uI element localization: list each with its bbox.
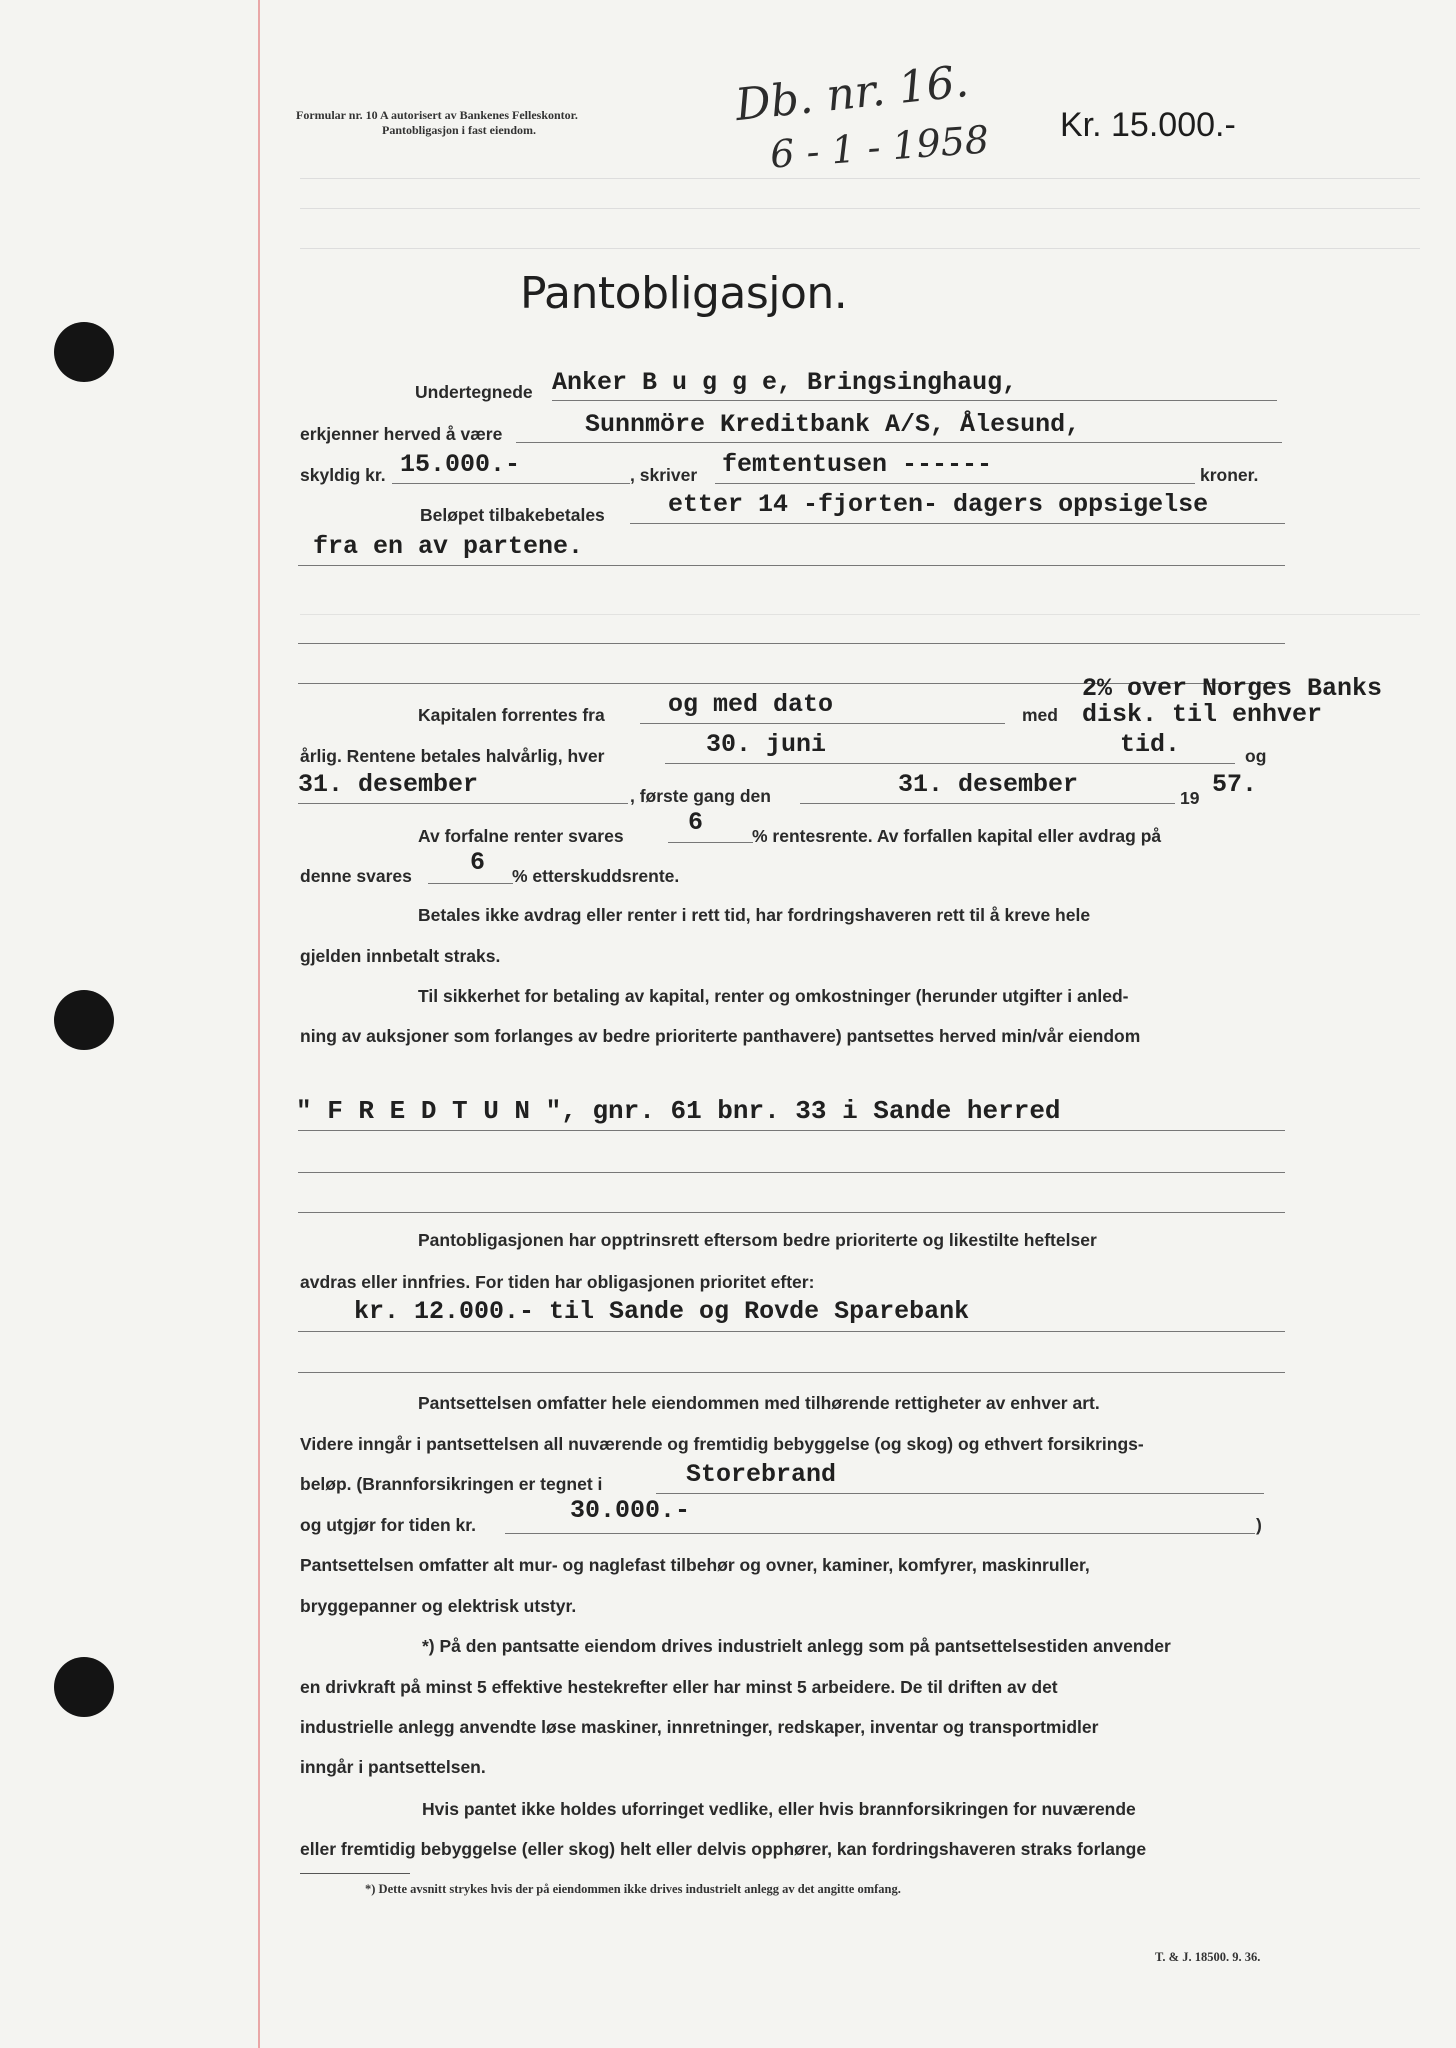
paragraph-line: industrielle anlegg anvendte løse maskiner, innretninger, redskaper, inventar og transportmidler — [300, 1717, 1099, 1737]
bleed-through-line — [300, 198, 1420, 209]
paragraph-line: ning av auksjoner som forlanges av bedre prioriterte panthavere) pantsettes herved min/vår eiendom — [300, 1026, 1141, 1046]
belopet-label: Beløpet tilbakebetales — [420, 505, 605, 525]
amount-header: Kr. 15.000.- — [1060, 106, 1236, 144]
field-underline — [715, 483, 1195, 484]
skyldig-amount: 15.000.- — [400, 450, 521, 479]
interest-rate-2: disk. til enhver — [1082, 700, 1323, 729]
paragraph-line: bryggepanner og elektrisk utstyr. — [300, 1596, 577, 1616]
skyldig-label: skyldig kr. — [300, 465, 386, 485]
arlig-label: årlig. Rentene betales halvårlig, hver — [300, 746, 605, 766]
paragraph-line: avdras eller innfries. For tiden har obligasjonen prioritet efter: — [300, 1272, 815, 1292]
field-underline — [800, 803, 1175, 804]
repayment-terms-2: fra en av partene. — [313, 532, 584, 561]
property-description: " F R E D T U N ", gnr. 61 bnr. 33 i Sande herred — [296, 1096, 1061, 1126]
field-underline — [298, 1212, 1285, 1213]
med-label: med — [1022, 705, 1058, 725]
brann-label: beløp. (Brannforsikringen er tegnet i — [300, 1474, 603, 1494]
field-underline — [428, 883, 513, 884]
form-line-1: Formular nr. 10 A autorisert av Bankenes Felleskontor. — [296, 108, 578, 122]
margin-line — [258, 0, 260, 2048]
field-underline — [640, 723, 1005, 724]
field-underline — [298, 1372, 1285, 1373]
document-title: Pantobligasjon. — [520, 268, 848, 319]
first-payment-year: 57. — [1212, 770, 1258, 799]
field-underline — [630, 523, 1285, 524]
utgjor-label: og utgjør for tiden kr. — [300, 1515, 476, 1535]
binder-hole — [54, 1657, 114, 1717]
forste-label: , første gang den — [630, 786, 771, 806]
kroner-label: kroner. — [1200, 465, 1259, 485]
paragraph-line: Pantobligasjonen har opptrinsrett eftersom bedre prioriterte og likestilte heftelser — [418, 1230, 1097, 1250]
skriver-label: , skriver — [630, 465, 698, 485]
field-underline — [516, 442, 1282, 443]
paragraph-line: Videre inngår i pantsettelsen all nuværende og fremtidig bebyggelse (og skog) og ethvert forsikrings- — [300, 1434, 1144, 1454]
field-underline — [668, 842, 753, 843]
etterskudd-label: % etterskuddsrente. — [512, 866, 680, 886]
paragraph-line: Betales ikke avdrag eller renter i rett tid, har fordringshaveren rett til å kreve hele — [418, 905, 1091, 925]
og-label: og — [1245, 746, 1267, 766]
field-underline — [656, 1493, 1264, 1494]
field-underline — [298, 565, 1285, 566]
bleed-through-line — [300, 238, 1420, 249]
paragraph-line: *) På den pantsatte eiendom drives industrielt anlegg som på pantsettelsestiden anvender — [422, 1636, 1171, 1656]
binder-hole — [54, 322, 114, 382]
footnote-rule — [300, 1873, 410, 1874]
year-prefix: 19 — [1180, 788, 1200, 808]
field-underline — [298, 1130, 1285, 1131]
denne-label: denne svares — [300, 866, 412, 886]
paragraph-line: Hvis pantet ikke holdes uforringet vedlike, eller hvis brannforsikringen for nuværende — [422, 1799, 1136, 1819]
undertegnede-label: Undertegnede — [415, 382, 533, 402]
interest-from: og med dato — [668, 690, 834, 719]
prior-lien: kr. 12.000.- til Sande og Rovde Sparebank — [354, 1297, 970, 1326]
field-underline — [1075, 763, 1235, 764]
paragraph-line: en drivkraft på minst 5 effektive hestekrefter eller har minst 5 arbeidere. De til driften av det — [300, 1677, 1058, 1697]
paragraph-line: gjelden innbetalt straks. — [300, 946, 501, 966]
amount-in-words: femtentusen ------ — [722, 450, 993, 479]
kapitalen-label: Kapitalen forrentes fra — [418, 705, 605, 725]
field-underline — [298, 643, 1285, 644]
footnote: *) Dette avsnitt strykes hvis der på eiendommen ikke drives industrielt anlegg av det angitte omfang. — [365, 1882, 901, 1896]
creditor-name: Sunnmöre Kreditbank A/S, Ålesund, — [585, 410, 1081, 439]
form-line-2: Pantobligasjon i fast eiendom. — [382, 123, 537, 137]
handwritten-date: 6 - 1 - 1958 — [768, 117, 991, 177]
paragraph-line: Pantsettelsen omfatter hele eiendommen med tilhørende rettigheter av enhver art. — [418, 1393, 1100, 1413]
utgjor-close: ) — [1256, 1515, 1262, 1535]
first-payment-date: 31. desember — [898, 770, 1079, 799]
payment-date-1: 30. juni — [706, 730, 827, 759]
paragraph-line: eller fremtidig bebyggelse (eller skog) helt eller delvis opphører, kan fordringshaveren straks forlange — [300, 1839, 1147, 1859]
interest-rate-3: tid. — [1120, 730, 1181, 759]
printer-mark: T. & J. 18500. 9. 36. — [1155, 1950, 1261, 1964]
penalty-interest-rate: 6 — [470, 848, 486, 877]
field-underline — [552, 400, 1277, 401]
compound-interest-rate: 6 — [688, 808, 704, 837]
interest-rate-1: 2% over Norges Banks — [1082, 674, 1383, 703]
repayment-terms-1: etter 14 -fjorten- dagers oppsigelse — [668, 490, 1209, 519]
insurance-amount: 30.000.- — [570, 1496, 691, 1525]
field-underline — [298, 803, 628, 804]
field-underline — [392, 483, 630, 484]
insurance-company: Storebrand — [686, 1460, 837, 1489]
paragraph-line: inngår i pantsettelsen. — [300, 1757, 486, 1777]
erkjenner-label: erkjenner herved å være — [300, 424, 503, 444]
field-underline — [298, 1331, 1285, 1332]
field-underline — [298, 1172, 1285, 1173]
rentesrente-label: % rentesrente. Av forfallen kapital eller avdrag på — [752, 826, 1162, 846]
handwritten-reference: Db. nr. 16. — [732, 55, 971, 132]
binder-hole — [54, 990, 114, 1050]
av-forfalne-label: Av forfalne renter svares — [418, 826, 624, 846]
paragraph-line: Til sikkerhet for betaling av kapital, renter og omkostninger (herunder utgifter i anled- — [418, 986, 1129, 1006]
debtor-name: Anker B u g g e, Bringsinghaug, — [552, 368, 1018, 397]
payment-date-2: 31. desember — [298, 770, 479, 799]
bleed-through-line — [300, 604, 1420, 615]
field-underline — [505, 1533, 1255, 1534]
field-underline — [665, 763, 1075, 764]
paragraph-line: Pantsettelsen omfatter alt mur- og naglefast tilbehør og ovner, kaminer, komfyrer, maskinruller, — [300, 1555, 1090, 1575]
